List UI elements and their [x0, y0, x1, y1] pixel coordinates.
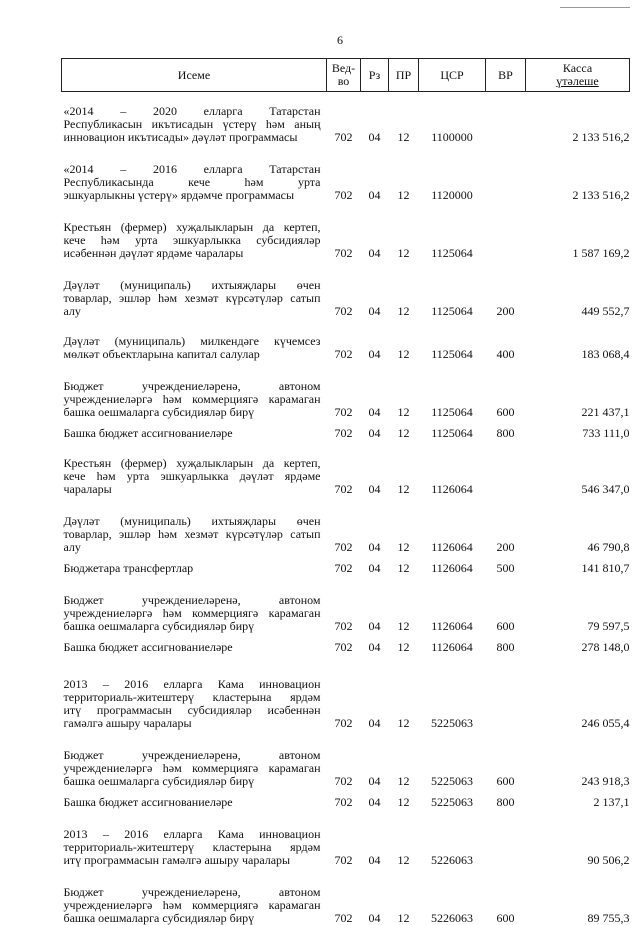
row-csr: 1100000	[431, 129, 473, 144]
table-row	[62, 423, 630, 440]
row-vr: 600	[496, 618, 515, 633]
row-name-line: Бюджет учреждениеләренә, автоном	[63, 592, 321, 607]
row-name-line: Дәүләт (муниципаль) ихтыяҗлары өчен	[63, 277, 321, 292]
row-rz: 04	[368, 346, 381, 361]
row-name-line: Бюджет учреждениеләренә, автоном	[63, 747, 321, 762]
row-csr: 1125064	[431, 346, 473, 361]
row-csr: 1120000	[431, 187, 473, 202]
row-name	[62, 208, 327, 260]
row-rz: 04	[368, 910, 381, 925]
row-pr: 12	[397, 129, 410, 144]
row-rz: 04	[368, 129, 381, 144]
row-csr: 5225063	[431, 715, 473, 730]
row-csr: 1125064	[431, 303, 473, 318]
row-ved: 702	[334, 404, 353, 419]
table-row	[62, 150, 630, 202]
row-name-line: итү программасын гамәлгә ашыру чаралары	[63, 852, 291, 867]
row-name	[62, 873, 327, 925]
row-vr: 800	[496, 794, 515, 809]
row-ved: 702	[334, 910, 353, 925]
row-ved: 702	[334, 346, 353, 361]
table-row	[62, 637, 630, 654]
row-pr: 12	[397, 187, 410, 202]
row-rz: 04	[368, 773, 381, 788]
row-kassa: 243 918,3	[581, 773, 630, 788]
row-name-line: учреждениеләргә һәм коммерциягә карамаган	[63, 760, 321, 775]
row-kassa: 46 790,8	[587, 539, 630, 554]
header-ved-line1: Вед-	[331, 61, 356, 75]
row-name-line: башка оешмаларга субсидияләр бирү	[63, 618, 255, 633]
table-row	[62, 266, 630, 318]
row-csr: 1125064	[431, 425, 473, 440]
table-header-row	[62, 59, 630, 92]
row-name	[62, 150, 327, 202]
row-kassa: 278 148,0	[581, 639, 630, 654]
row-rz: 04	[368, 187, 381, 202]
row-name-line: учреждениеләргә һәм коммерциягә карамаган	[63, 897, 321, 912]
row-pr: 12	[397, 639, 410, 654]
row-rz: 04	[368, 639, 381, 654]
row-name-line: башка оешмаларга субсидияләр бирү	[63, 404, 255, 419]
header-kassa-line1: Касса	[562, 61, 593, 75]
row-csr: 5225063	[431, 773, 473, 788]
row-name-line: территориаль-житештерү кластерына ярдәм	[63, 839, 321, 854]
row-vr: 200	[496, 539, 515, 554]
row-vr	[486, 444, 526, 496]
row-name	[62, 266, 327, 318]
row-pr: 12	[397, 303, 410, 318]
row-kassa: 449 552,7	[581, 303, 630, 318]
row-ved: 702	[334, 773, 353, 788]
row-vr: 400	[496, 346, 515, 361]
row-vr	[486, 815, 526, 867]
row-name-line: товарлар, эшләр һәм хезмәт күрсәтүләр сатып	[63, 526, 321, 541]
page-number: 6	[337, 33, 343, 47]
header-csr: ЦСР	[419, 59, 486, 92]
row-name-line: территориаль-житештерү кластерына ярдәм	[63, 689, 321, 704]
table-row	[62, 581, 630, 633]
budget-table	[61, 58, 630, 925]
row-vr	[486, 92, 526, 144]
row-name	[62, 558, 327, 575]
row-csr: 1126064	[431, 539, 473, 554]
row-name-line: мөлкәт объектларына капитал салулар	[63, 346, 260, 361]
row-ved: 702	[334, 129, 353, 144]
row-csr: 5225063	[431, 794, 473, 809]
row-csr: 5226063	[431, 852, 473, 867]
row-rz: 04	[368, 404, 381, 419]
row-ved: 702	[334, 639, 353, 654]
row-name	[62, 444, 327, 496]
row-rz: 04	[368, 539, 381, 554]
row-name-line: кече һәм урта эшкуарлыкка дәүләт ярдәме	[63, 468, 321, 483]
row-ved: 702	[334, 794, 353, 809]
row-kassa: 546 347,0	[581, 481, 630, 496]
row-ved: 702	[334, 560, 353, 575]
row-vr: 600	[496, 404, 515, 419]
row-name	[62, 637, 327, 654]
row-csr: 1125064	[431, 245, 473, 260]
row-name-line: «2014 – 2016 елларга Татарстан	[63, 161, 321, 176]
row-name	[62, 815, 327, 867]
header-vr: ВР	[486, 59, 526, 92]
row-kassa: 246 055,4	[581, 715, 630, 730]
row-name-line: Республикасында кече һәм урта	[63, 174, 321, 189]
table-row	[62, 324, 630, 361]
row-ved: 702	[334, 425, 353, 440]
header-ved	[327, 59, 361, 92]
table-row	[62, 444, 630, 496]
row-ved: 702	[334, 618, 353, 633]
row-name-line: башка оешмаларга субсидияләр бирү	[63, 773, 255, 788]
row-kassa: 2 133 516,2	[572, 129, 630, 144]
row-name-line: «2014 – 2020 елларга Татарстан	[63, 103, 321, 118]
row-kassa: 733 111,0	[582, 425, 630, 440]
row-name-line: инновацион икътисады» дәүләт программасы	[63, 129, 298, 144]
row-name	[62, 92, 327, 144]
row-name-line: гамәлгә ашыру чаралары	[63, 715, 192, 730]
row-ved: 702	[334, 303, 353, 318]
row-ved: 702	[334, 187, 353, 202]
row-kassa: 141 810,7	[581, 560, 630, 575]
row-name-line: 2013 – 2016 елларга Кама инновацион	[63, 676, 321, 691]
row-rz: 04	[368, 425, 381, 440]
row-csr: 1126064	[431, 560, 473, 575]
row-name-line: Бюджет учреждениеләренә, автоном	[63, 884, 321, 899]
row-name-line: Башка бюджет ассигнованиеләре	[63, 794, 233, 809]
row-vr	[486, 208, 526, 260]
row-kassa: 221 437,1	[581, 404, 630, 419]
row-name-line: Дәүләт (муниципаль) ихтыяҗлары өчен	[63, 513, 321, 528]
table-row	[62, 873, 630, 925]
row-ved: 702	[334, 539, 353, 554]
header-pr: ПР	[389, 59, 419, 92]
table-body	[62, 92, 630, 925]
row-vr: 800	[496, 425, 515, 440]
row-kassa: 89 755,3	[587, 910, 630, 925]
table-row	[62, 736, 630, 788]
row-vr	[486, 150, 526, 202]
row-rz: 04	[368, 245, 381, 260]
row-pr: 12	[397, 715, 410, 730]
table-row	[62, 502, 630, 554]
row-name	[62, 581, 327, 633]
table-row	[62, 208, 630, 260]
row-name-line: чаралары	[63, 481, 112, 496]
row-vr: 800	[496, 639, 515, 654]
row-ved: 702	[334, 481, 353, 496]
row-name-line: алу	[63, 303, 81, 318]
row-kassa: 2 137,1	[593, 794, 630, 809]
row-vr: 600	[496, 773, 515, 788]
row-name-line: Башка бюджет ассигнованиеләре	[63, 425, 233, 440]
row-pr: 12	[397, 539, 410, 554]
row-vr	[486, 660, 526, 730]
row-rz: 04	[368, 715, 381, 730]
table-row	[62, 92, 630, 144]
row-pr: 12	[397, 404, 410, 419]
table-row	[62, 815, 630, 867]
row-name-line: эшкуарлыкны үстерү» ярдәмче программасы	[63, 187, 295, 202]
row-name-line: итү программасын субсидияләр исәбеннән	[63, 702, 321, 717]
row-name-line: кече һәм урта эшкуарлыкка субсидияләр	[63, 232, 321, 247]
row-name	[62, 324, 327, 361]
table-row	[62, 660, 630, 730]
row-csr: 1126064	[431, 481, 473, 496]
row-rz: 04	[368, 303, 381, 318]
row-name-line: учреждениеләргә һәм коммерциягә карамаган	[63, 391, 321, 406]
header-rz: Рз	[361, 59, 389, 92]
row-name-line: 2013 – 2016 елларга Кама инновацион	[63, 826, 321, 841]
row-csr: 5226063	[431, 910, 473, 925]
row-name	[62, 792, 327, 809]
row-name-line: Дәүләт (муниципаль) милкендәге күчемсез	[63, 333, 321, 348]
row-pr: 12	[397, 852, 410, 867]
row-rz: 04	[368, 794, 381, 809]
row-vr: 200	[496, 303, 515, 318]
row-rz: 04	[368, 481, 381, 496]
row-name-line: башка оешмаларга субсидияләр бирү	[63, 910, 255, 925]
row-name-line: Бюджетара трансфертлар	[63, 560, 194, 575]
row-pr: 12	[397, 245, 410, 260]
header-name: Исеме	[62, 59, 327, 92]
row-ved: 702	[334, 852, 353, 867]
row-rz: 04	[368, 618, 381, 633]
header-ved-line2: во	[337, 74, 350, 88]
row-name-line: Крестьян (фермер) хуҗалыкларын да кертеп,	[63, 219, 321, 234]
row-rz: 04	[368, 560, 381, 575]
row-name	[62, 502, 327, 554]
row-pr: 12	[397, 481, 410, 496]
row-ved: 702	[334, 715, 353, 730]
row-pr: 12	[397, 794, 410, 809]
row-pr: 12	[397, 618, 410, 633]
row-kassa: 2 133 516,2	[572, 187, 630, 202]
row-pr: 12	[397, 910, 410, 925]
row-name-line: Бюджет учреждениеләренә, автоном	[63, 378, 321, 393]
row-pr: 12	[397, 560, 410, 575]
row-name	[62, 423, 327, 440]
row-name	[62, 736, 327, 788]
row-kassa: 90 506,2	[587, 852, 630, 867]
row-csr: 1126064	[431, 618, 473, 633]
row-name-line: учреждениеләргә һәм коммерциягә карамаган	[63, 605, 321, 620]
row-pr: 12	[397, 346, 410, 361]
row-csr: 1126064	[431, 639, 473, 654]
table-row	[62, 792, 630, 809]
row-rz: 04	[368, 852, 381, 867]
row-csr: 1125064	[431, 404, 473, 419]
row-ved: 702	[334, 245, 353, 260]
row-name	[62, 660, 327, 730]
row-name-line: Крестьян (фермер) хуҗалыкларын да кертеп,	[63, 455, 321, 470]
row-pr: 12	[397, 773, 410, 788]
row-name-line: товарлар, эшләр һәм хезмәт күрсәтүләр сатып	[63, 290, 321, 305]
top-rule	[560, 7, 630, 8]
row-name-line: алу	[63, 539, 81, 554]
row-kassa: 183 068,4	[581, 346, 630, 361]
row-name-line: Башка бюджет ассигнованиеләре	[63, 639, 233, 654]
row-name-line: Республикасын икътисадын үстерү һәм аның	[63, 116, 321, 131]
table-row	[62, 367, 630, 419]
row-kassa: 1 587 169,2	[572, 245, 630, 260]
row-vr: 500	[496, 560, 515, 575]
row-vr: 600	[496, 910, 515, 925]
table-row	[62, 558, 630, 575]
header-kassa-line2: үтәлеше	[556, 74, 599, 88]
row-kassa: 79 597,5	[587, 618, 630, 633]
header-kassa	[526, 59, 630, 92]
row-name-line: исәбеннән дәүләт ярдәме чаралары	[63, 245, 244, 260]
row-pr: 12	[397, 425, 410, 440]
row-name	[62, 367, 327, 419]
